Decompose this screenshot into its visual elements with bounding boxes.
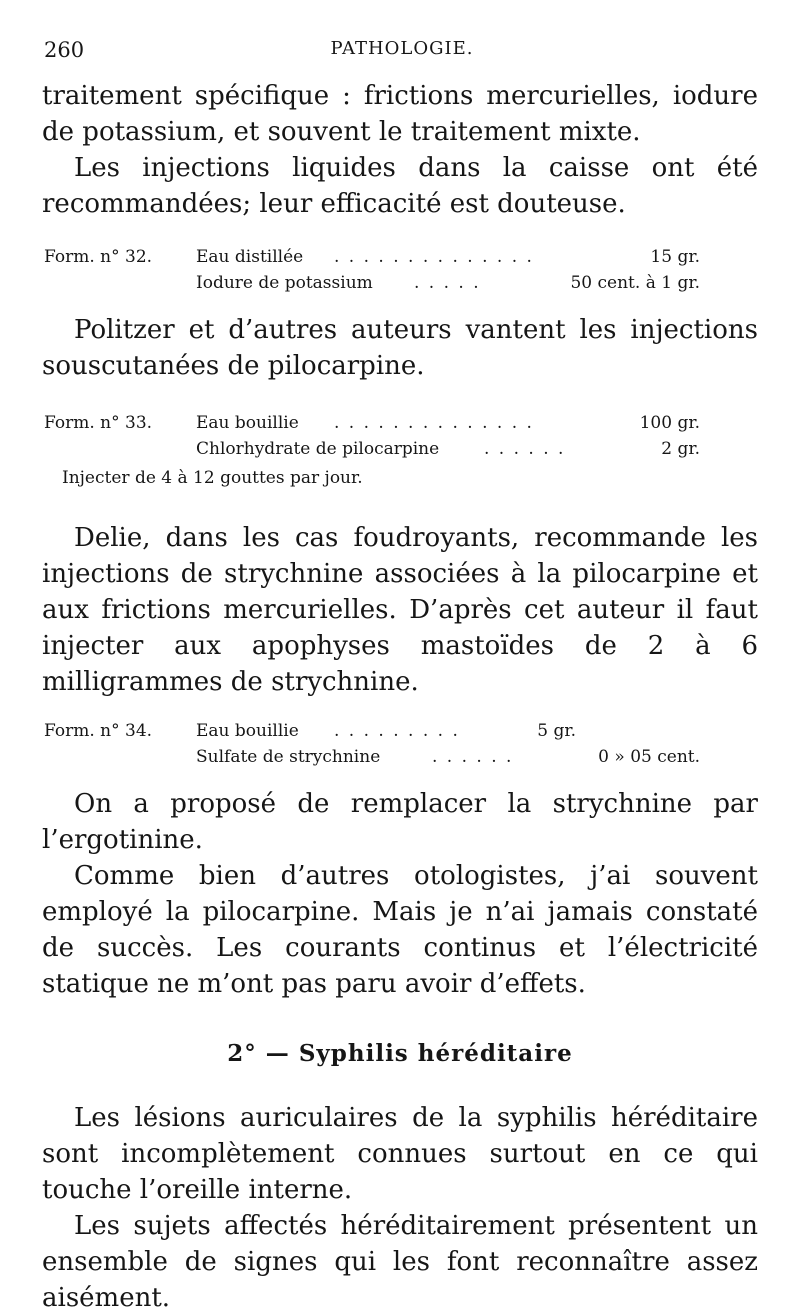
formula-quantity: 15 gr. [650,247,700,267]
section-heading: 2° — Syphilis héréditaire [227,1040,573,1067]
formula-ingredient: Eau distillée [196,247,304,267]
formula-ingredient: Eau bouillie [196,413,299,433]
running-title: PATHOLOGIE. [330,38,474,59]
paragraph-group [42,786,758,1002]
paragraph-3: Politzer et d’autres auteurs vantent les injections souscutanées de pilocarpine. [42,315,758,381]
formula-ingredient: Eau bouillie [196,721,299,741]
formula-label: Form. n° 32. [44,247,153,267]
formula-ingredient: Chlorhydrate de pilocarpine [196,439,440,459]
dot-leader: . . . . . . . . . . . . . . [334,247,534,267]
paragraph-6: Comme bien d’autres otologistes, j’ai souvent employé la pilocarpine. Mais je n’ai jamais constaté de succès. Les courants continus et l’électricité statique ne m’ont pas paru avoir d’effets. [42,861,758,999]
page-header [44,38,760,66]
paragraph-group-2 [42,1100,758,1316]
formula-row [44,744,700,770]
paragraph-1: traitement spécifique : frictions mercurielles, iodure de potassium, et souvent le traitement mixte. [42,81,758,147]
page-number: 260 [44,38,85,62]
formula-quantity: 5 gr. [537,721,576,741]
dot-leader: . . . . . [414,273,481,293]
dot-leader: . . . . . . . . . [334,721,460,741]
formula-quantity: 2 gr. [661,439,700,459]
formula-quantity: 50 cent. à 1 gr. [570,273,700,293]
paragraph-treatment [42,78,758,222]
formula-row [44,244,700,270]
formula-ingredient: Sulfate de strychnine [196,747,381,767]
formula-33 [44,410,700,462]
formula-row [44,718,700,744]
formula-34 [44,718,700,770]
formula-instruction: Injecter de 4 à 12 gouttes par jour. [62,468,363,488]
dot-leader: . . . . . . [432,747,514,767]
formula-quantity: 100 gr. [639,413,700,433]
dot-leader: . . . . . . [484,439,566,459]
paragraph-7: Les lésions auriculaires de la syphilis héréditaire sont incomplètement connues surtout en ce qui touche l’oreille interne. [42,1103,758,1205]
formula-ingredient: Iodure de potassium [196,273,373,293]
formula-32 [44,244,700,296]
paragraph-2: Les injections liquides dans la caisse ont été recommandées; leur efficacité est douteuse. [42,153,758,219]
paragraph-8: Les sujets affectés héréditairement présentent un ensemble de signes qui les font reconnaître assez aisément. [42,1211,758,1313]
formula-row [44,410,700,436]
formula-row [44,436,700,462]
dot-leader: . . . . . . . . . . . . . . [334,413,534,433]
formula-label: Form. n° 34. [44,721,153,741]
paragraph-5: On a proposé de remplacer la strychnine par l’ergotinine. [42,789,758,855]
paragraph-4: Delie, dans les cas foudroyants, recommande les injections de strychnine associées à la pilocarpine et aux frictions mercurielles. D’après cet auteur il faut injecter aux apophyses mastoïdes de 2 à 6 milligrammes de strychnine. [42,523,758,697]
formula-quantity: 0 » 05 cent. [598,747,700,767]
formula-label: Form. n° 33. [44,413,153,433]
formula-row [44,270,700,296]
